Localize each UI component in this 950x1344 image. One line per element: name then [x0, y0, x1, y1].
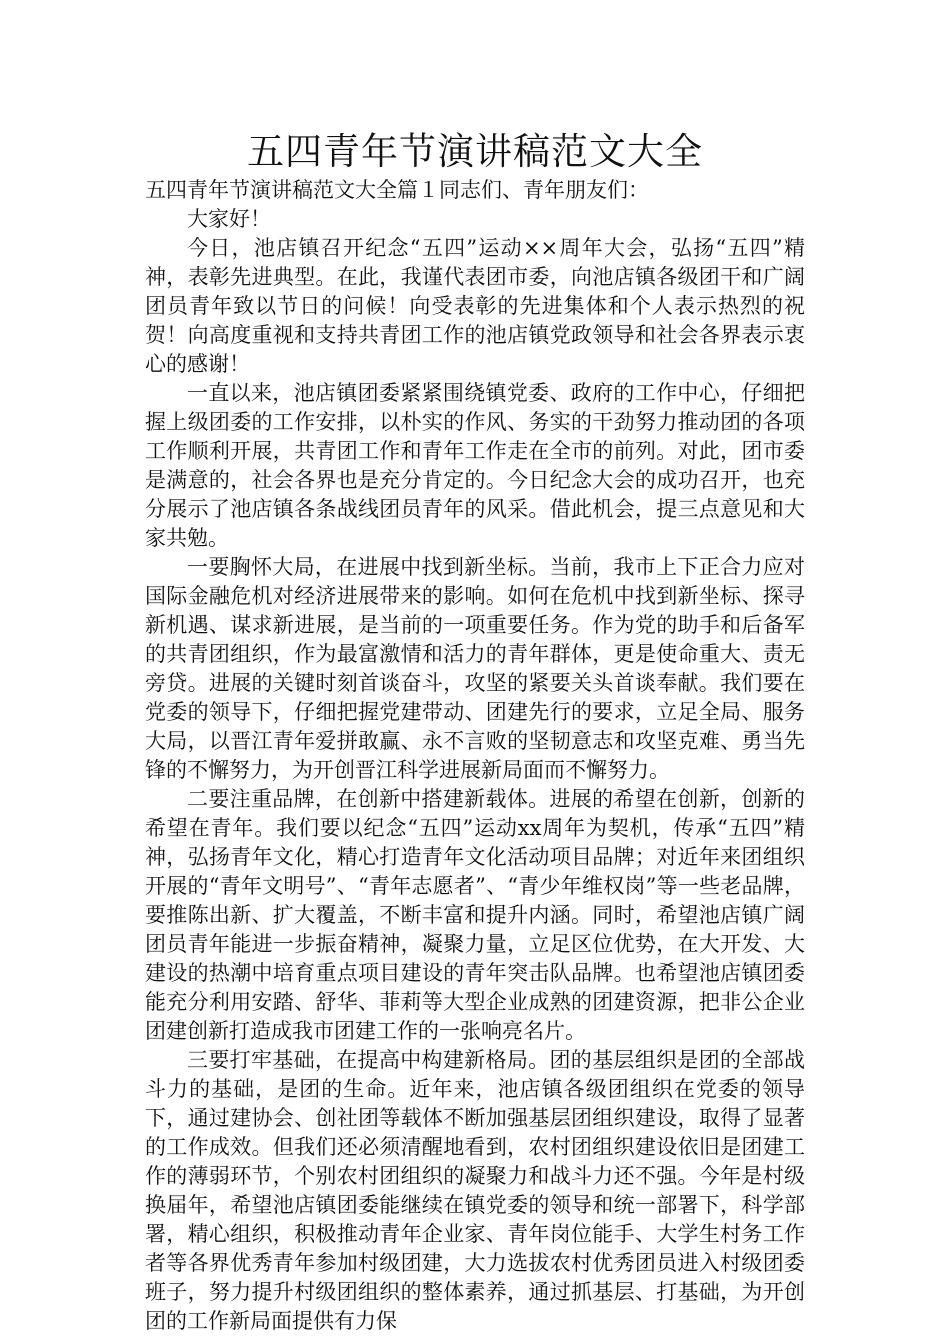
paragraph-opening: 今日，池店镇召开纪念“五四”运动××周年大会，弘扬“五四”精神，表彰先进典型。在此，我谨代表团市委，向池店镇各级团干和广阔团员青年致以节日的问候！向受表彰的先进集体和个人表示热烈的祝贺！向高度重视和支持共青团工作的池店镇党政领导和社会各界表示衷心的感谢！ — [145, 236, 805, 376]
paragraph-point-one: 一要胸怀大局，在进展中找到新坐标。当前，我市上下正合力应对国际金融危机对经济进展带来的影响。如何在危机中找到新坐标、探寻新机遇、谋求新进展，是当前的一项重要任务。作为党的助手和后备军的共青团组织，作为最富激情和活力的青年群体，更是使命重大、责无旁贷。进展的关键时刻首谈奋斗，攻坚的紧要关头首谈奉献。我们要在党委的领导下，仔细把握党建带动、团建先行的要求，立足全局、服务大局，以晋江青年爱拼敢赢、永不言败的坚韧意志和攻坚克难、勇当先锋的不懈努力，为开创晋江科学进展新局面而不懈努力。 — [145, 555, 805, 782]
paragraph-point-two: 二要注重品牌，在创新中搭建新载体。进展的希望在创新，创新的希望在青年。我们要以纪念“五四”运动xx周年为契机，传承“五四”精神，弘扬青年文化，精心打造青年文化活动项目品牌；对近年来团组织开展的“青年文明号”、“青年志愿者”、“青少年维权岗”等一些老品牌，要推陈出新、扩大覆盖，不断丰富和提升内涵。同时，希望池店镇广阔团员青年能进一步振奋精神，凝聚力量，立足区位优势，在大开发、大建设的热潮中培育重点项目建设的青年突击队品牌。也希望池店镇团委能充分利用安踏、舒华、菲莉等大型企业成熟的团建资源，把非公企业团建创新打造成我市团建工作的一张响亮名片。 — [145, 787, 805, 1043]
document-title: 五四青年节演讲稿范文大全 — [247, 130, 703, 173]
document-subtitle: 五四青年节演讲稿范文大全篇１同志们、青年朋友们： — [145, 178, 649, 202]
paragraph-background: 一直以来，池店镇团委紧紧围绕镇党委、政府的工作中心，仔细把握上级团委的工作安排，以朴实的作风、务实的干劲努力推动团的各项工作顺利开展，共青团工作和青年工作走在全市的前列。对此，团市委是满意的，社会各界也是充分肯定的。今日纪念大会的成功召开，也充分展示了池店镇各条战线团员青年的风采。借此机会，提三点意见和大家共勉。 — [145, 381, 805, 550]
paragraph-point-three: 三要打牢基础，在提高中构建新格局。团的基层组织是团的全部战斗力的基础，是团的生命。近年来，池店镇各级团组织在党委的领导下，通过建协会、创社团等载体不断加强基层团组织建设，取得了显著的工作成效。但我们还必须清醒地看到，农村团组织建设依旧是团建工作的薄弱环节，个别农村团组织的凝聚力和战斗力还不强。今年是村级换届年，希望池店镇团委能继续在镇党委的领导和统一部署下，科学部署，精心组织，积极推动青年企业家、青年岗位能手、大学生村务工作者等各界优秀青年参加村级团建，大力选拔农村优秀团员进入村级团委班子，努力提升村级团组织的整体素养，通过抓基层、打基础，为开创团的工作新局面提供有力保 — [145, 1048, 805, 1333]
document-page — [145, 128, 805, 1336]
paragraph-greeting: 大家好！ — [187, 207, 271, 231]
